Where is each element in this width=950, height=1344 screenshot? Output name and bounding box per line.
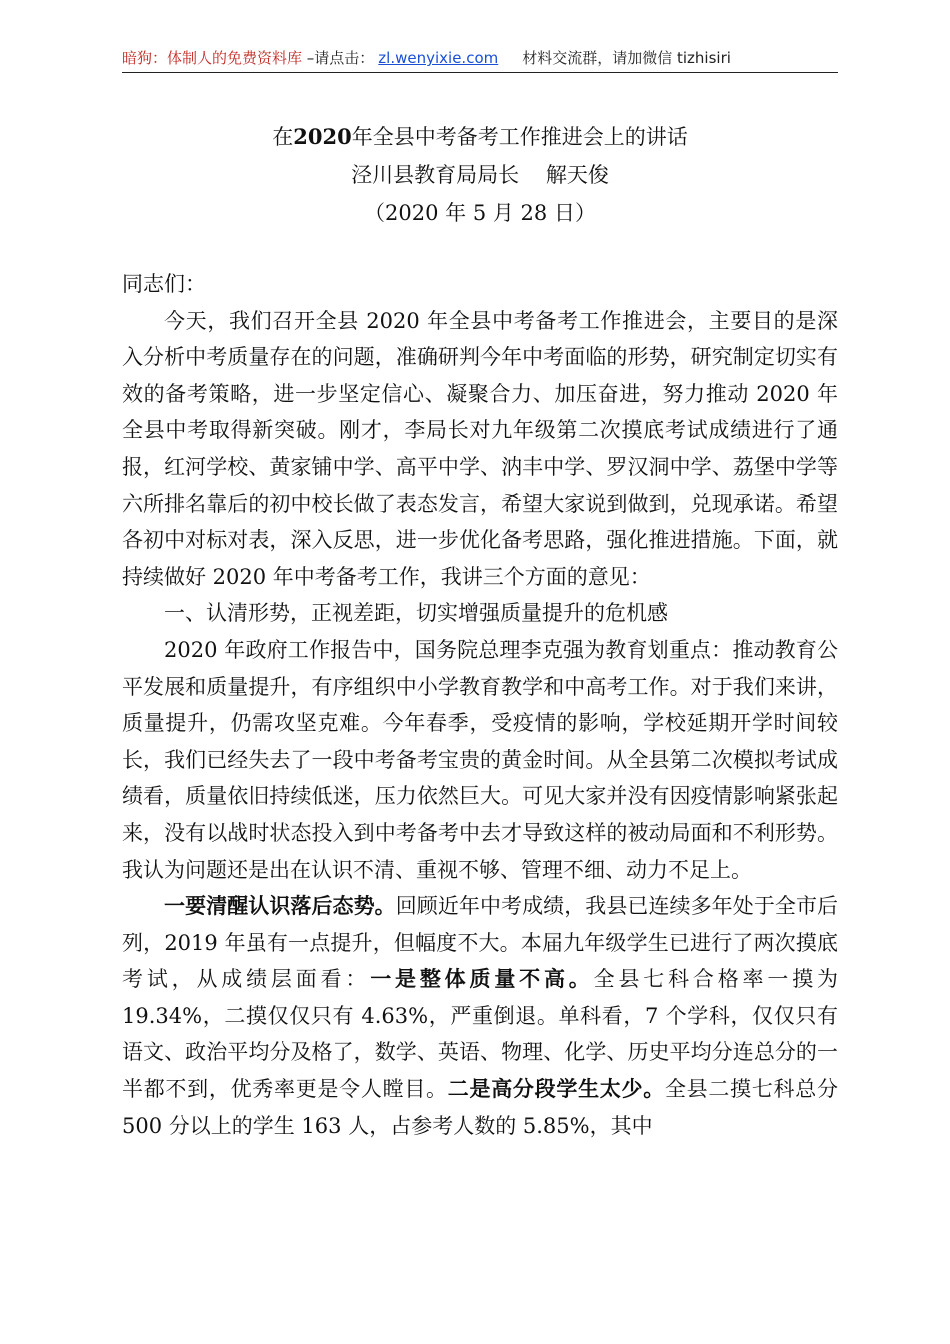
- header-click-prompt: –请点击：: [302, 49, 375, 67]
- header-brand: 暗狗：体制人的免费资料库: [122, 49, 303, 67]
- paragraph-first-point: [122, 888, 838, 1144]
- header-link[interactable]: zl.wenyixie.com: [378, 49, 499, 67]
- paragraph-situation: 2020 年政府工作报告中，国务院总理李克强为教育划重点：推动教育公平发展和质量提升，有序组织中小学教育教学和中高考工作。对于我们来讲，质量提升，仍需攻坚克难。今年春季，受疫情的影响，学校延期开学时间较长，我们已经失去了一段中考备考宝贵的黄金时间。从全县第二次模拟考试成绩看，质量依旧持续低迷，压力依然巨大。可见大家并没有因疫情影响紧张起来，没有以战时状态投入到中考备考中去才导致这样的被动局面和不利形势。我认为问题还是出在认识不清、重视不够、管理不细、动力不足上。: [122, 637, 838, 882]
- paragraph-intro: 今天，我们召开全县 2020 年全县中考备考工作推进会，主要目的是深入分析中考质量存在的问题，准确研判今年中考面临的形势，研究制定切实有效的备考策略，进一步坚定信心、凝聚合力、加压奋进，努力推动 2020 年全县中考取得新突破。刚才，李局长对九年级第二次摸底考试成绩进行了通报，红河学校、黄家铺中学、高平中学、汭丰中学、罗汉洞中学、荔堡中学等六所排名靠后的初中校长做了表态发言，希望大家说到做到，兑现承诺。希望各初中对标对表，深入反思，进一步优化备考思路，强化推进措施。下面，就持续做好 2020 年中考备考工作，我讲三个方面的意见：: [122, 308, 838, 589]
- sub-point-1-lead: 一是整体质量不高。: [370, 966, 594, 992]
- first-point-lead: 一要清醒认识落后态势。: [164, 893, 396, 919]
- sub-point-1-text: 全县七科合格率一摸为 19.34%，二摸仅仅只有 4.63%，严重倒退。单科看，7 个学科，仅仅只有语文、政治平均分及格了，数学、英语、物理、化学、历史平均分连总分的一半都不到，优秀率更是令人瞠目。: [122, 967, 839, 1102]
- document-body: [122, 266, 838, 1144]
- header-contact: 材料交流群，请加微信 tizhisiri: [522, 49, 731, 67]
- title-year: 2020: [293, 124, 352, 149]
- sub-point-2-lead: 二是高分段学生太少。: [447, 1076, 665, 1102]
- title-block: [122, 118, 838, 232]
- page-header: [122, 44, 838, 73]
- salutation: 同志们：: [122, 272, 206, 296]
- sub-point-2-text: 全县二摸七科总分 500 分以上的学生 163 人，占参考人数的 5.85%，其中: [122, 1077, 838, 1138]
- document-title: [122, 118, 838, 156]
- speaker-line: 泾川县教育局局长 解天俊: [351, 163, 609, 187]
- title-post: 年全县中考备考工作推进会上的讲话: [351, 125, 688, 149]
- title-pre: 在: [272, 125, 294, 149]
- section-heading-1: 一、认清形势，正视差距，切实增强质量提升的危机感: [164, 601, 668, 626]
- date-line: （2020 年 5 月 28 日）: [364, 201, 596, 225]
- first-point-text: 回顾近年中考成绩，我县已连续多年处于全市后列，2019 年虽有一点提升，但幅度不大。本届九年级学生已进行了两次摸底考试，从成绩层面看：: [122, 894, 839, 992]
